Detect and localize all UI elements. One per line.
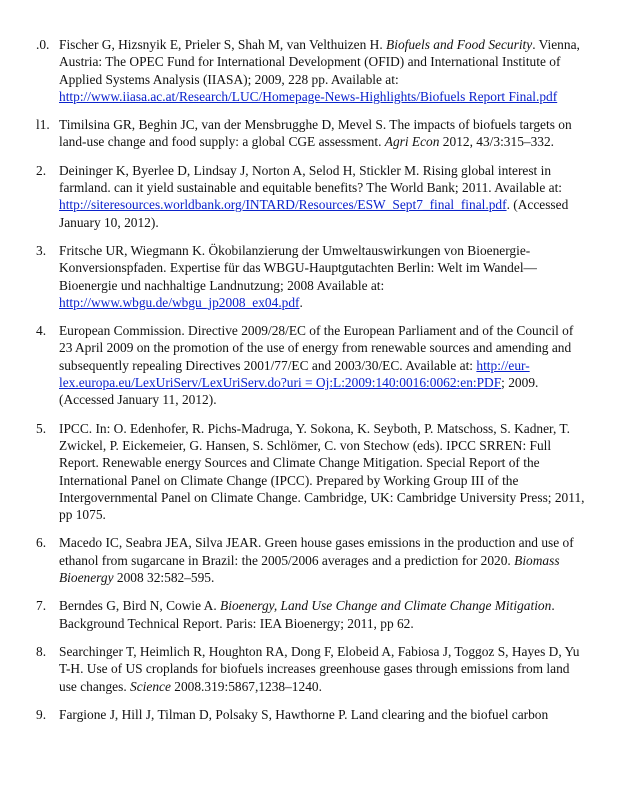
reference-text-segment: 2008 32:582–595. bbox=[113, 570, 215, 586]
reference-item bbox=[0, 420, 617, 524]
reference-text-segment: Fritsche UR, Wiegmann K. Ökobilanzierung der Umweltauswirkungen von Bioenergie-Konversionspfaden. Expertise für das WBGU-Hauptgutachten Berlin: Welt im Wandel—Bioenergie und nachhaltige Landnutzung; 2008 Available at: bbox=[59, 242, 537, 293]
reference-text-segment: Fischer G, Hizsnyik E, Prieler S, Shah M, van Velthuizen H. bbox=[59, 37, 387, 52]
reference-text-segment: ; 2009. (Accessed January 11, 2012). bbox=[59, 375, 539, 408]
reference-list bbox=[0, 36, 617, 734]
reference-number: 3. bbox=[36, 242, 47, 258]
reference-text bbox=[59, 706, 585, 723]
reference-text bbox=[59, 420, 585, 524]
reference-text-segment: Deininger K, Byerlee D, Lindsay J, Norton A, Selod H, Stickler M. Rising global interest in farmland. can it yield sustainable and equitable benefits? The World Bank; 2011. Available at: bbox=[59, 162, 563, 196]
reference-italic-title: Biomass Bioenergy bbox=[59, 552, 560, 586]
reference-text-segment: Fargione J, Hill J, Tilman D, Polsaky S, Hawthorne P. Land clearing and the biofuel carbon bbox=[59, 706, 549, 722]
reference-number: 5. bbox=[36, 420, 47, 436]
reference-item bbox=[0, 643, 617, 695]
reference-item bbox=[0, 322, 617, 408]
reference-link[interactable]: http://siteresources.worldbank.org/INTARD/Resources/ESW_Sept7_final_final.pdf bbox=[59, 197, 507, 213]
reference-italic-title: Agri Econ bbox=[384, 134, 440, 150]
reference-italic-title: Science bbox=[130, 678, 171, 694]
reference-text-segment: . Background Technical Report. Paris: IEA Bioenergy; 2011, pp 62. bbox=[59, 598, 555, 631]
reference-italic-title: Bioenergy, Land Use Change and Climate Change Mitigation bbox=[220, 598, 552, 614]
reference-number: 6. bbox=[36, 535, 47, 551]
reference-text-segment: Timilsina GR, Beghin JC, van der Mensbrugghe D, Mevel S. The impacts of biofuels targets on land-use change and food supply: a global CGE assessment. bbox=[59, 117, 572, 150]
reference-text-segment: 2008.319:5867,1238–1240. bbox=[170, 678, 322, 694]
reference-text bbox=[59, 643, 585, 695]
reference-item bbox=[0, 242, 617, 311]
reference-text-segment: . (Accessed January 10, 2012). bbox=[59, 197, 569, 230]
reference-item bbox=[0, 162, 617, 231]
reference-item bbox=[0, 36, 617, 105]
reference-number: 7. bbox=[36, 598, 47, 614]
reference-text-segment: Searchinger T, Heimlich R, Houghton RA, Dong F, Elobeid A, Fabiosa J, Toggoz S, Hayes D, Yu T-H. Use of US croplands for biofuels increases greenhouse gases through emissions from land use changes. bbox=[59, 643, 580, 694]
reference-link[interactable]: http://www.wbgu.de/wbgu_jp2008_ex04.pdf bbox=[59, 294, 300, 310]
reference-text-segment: 2012, 43/3:315–332. bbox=[439, 134, 555, 150]
reference-text-segment: Berndes G, Bird N, Cowie A. bbox=[59, 598, 221, 614]
reference-italic-title: Biofuels and Food Security bbox=[386, 37, 533, 52]
reference-text bbox=[59, 242, 585, 311]
reference-item bbox=[0, 116, 617, 151]
reference-text-segment: Macedo IC, Seabra JEA, Silva JEAR. Green house gases emissions in the production and use of ethanol from sugarcane in Brazil: the 2005/2006 averages and a prediction for 2020. bbox=[59, 535, 574, 568]
reference-number: 2. bbox=[36, 162, 47, 178]
reference-number: 9. bbox=[36, 706, 47, 722]
reference-number: l1. bbox=[36, 117, 50, 133]
reference-number: .0. bbox=[36, 37, 50, 52]
reference-text bbox=[59, 36, 585, 105]
reference-text bbox=[59, 162, 585, 231]
reference-text-segment: . bbox=[299, 294, 303, 310]
reference-number: 8. bbox=[36, 643, 47, 659]
reference-text bbox=[59, 534, 585, 586]
reference-item bbox=[0, 706, 617, 723]
reference-text bbox=[59, 322, 585, 408]
reference-item bbox=[0, 534, 617, 586]
reference-number: 4. bbox=[36, 323, 47, 339]
reference-text bbox=[59, 597, 585, 632]
reference-text-segment: IPCC. In: O. Edenhofer, R. Pichs-Madruga, Y. Sokona, K. Seyboth, P. Matschoss, S. Kadner, T. Zwickel, P. Eickemeier, G. Hansen, S. Schlömer, C. von Stechow (eds). IPCC SRREN: Full Report. Renewable energy Sources and Climate Change Mitigation. Special Report of the International Panel on Climate Change (IPCC). Prepared by Working Group III of the Intergovernmental Panel on Climate Change. Cambridge, UK: Cambridge University Press; 2011, pp 1075. bbox=[59, 420, 585, 523]
reference-text-segment: European Commission. Directive 2009/28/EC of the European Parliament and of the Council of 23 April 2009 on the promotion of the use of energy from renewable sources and amending and subsequently repealing Directives 2001/77/EC and 2003/30/EC. Available at: bbox=[59, 323, 574, 373]
reference-link[interactable]: http://www.iiasa.ac.at/Research/LUC/Homepage-News-Highlights/Biofuels Report Final.pdf bbox=[59, 88, 558, 104]
reference-text bbox=[59, 116, 585, 151]
reference-link[interactable]: http://eur-lex.europa.eu/LexUriServ/LexUriServ.do?uri = Oj:L:2009:140:0016:0062:en:PDF bbox=[59, 357, 530, 391]
reference-item bbox=[0, 597, 617, 632]
reference-text-segment: . Vienna, Austria: The OPEC Fund for International Development (OFID) and International Institute of Applied Systems Analysis (IIASA); 2009, 228 pp. Available at: bbox=[59, 37, 580, 87]
